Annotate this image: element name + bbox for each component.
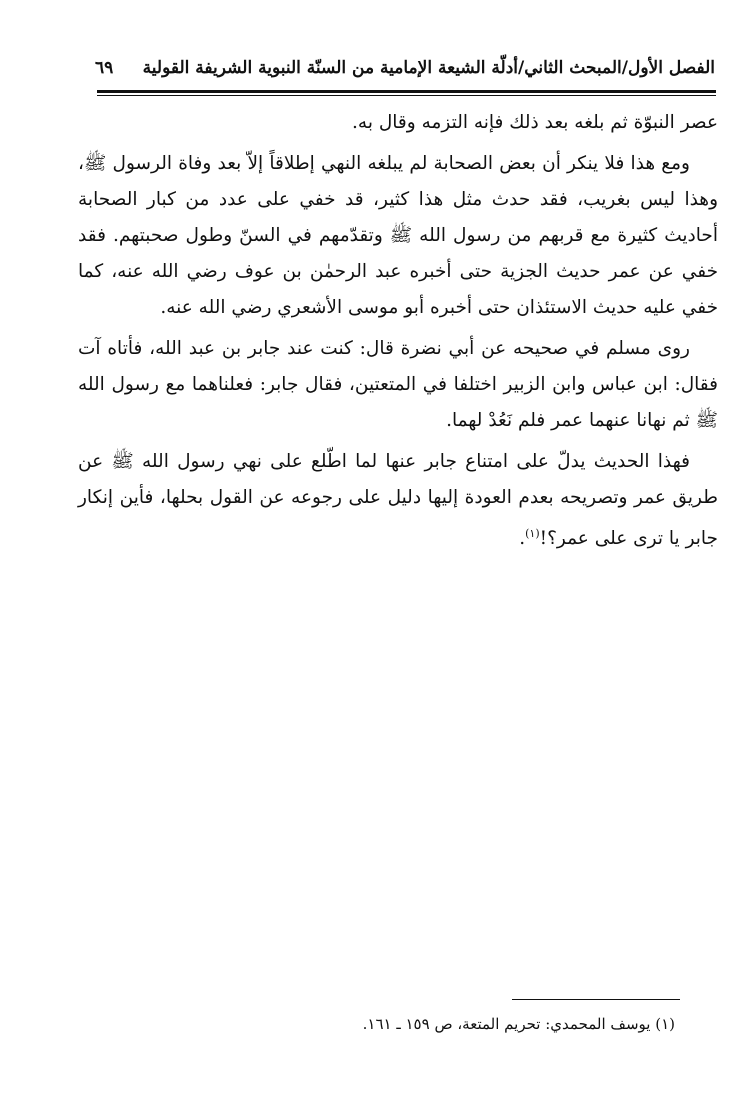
page-number: ٦٩ [95, 58, 114, 78]
body-text [78, 105, 718, 557]
footnote-separator [512, 999, 680, 1000]
footnote-reference: (١) [525, 527, 540, 540]
running-header [95, 58, 715, 86]
paragraph-muslim-narration: روى مسلم في صحيحه عن أبي نضرة قال: كنت عند جابر بن عبد الله، فأتاه آت فقال: ابن عباس وابن الزبير اختلفا في المتعتين، فقال جابر: فعلناهما مع رسول الله ﷺ ثم نهانا عنهما عمر فلم نَعُدْ لهما. [78, 338, 718, 431]
header-title: الفصل الأول/المبحث الثاني/أدلّة الشيعة الإمامية من السنّة النبوية الشريفة القولية [142, 58, 715, 78]
conclusion-end: . [519, 528, 526, 550]
header-rule-thick [97, 90, 716, 93]
conclusion-text: فهذا الحديث يدلّ على امتناع جابر عنها لما اطّلع على نهي رسول الله ﷺ عن طريق عمر وتصريحه بعدم العودة إليها دليل على رجوعه عن القول بحلها، فأين إنكار جابر يا ترى على عمر؟! [78, 451, 718, 550]
paragraph-companions: ومع هذا فلا ينكر أن بعض الصحابة لم يبلغه النهي إطلاقاً إلاّ بعد وفاة الرسول ﷺ، وهذا ليس بغريب، فقد حدث مثل هذا كثير، قد خفي على عدد من كبار الصحابة أحاديث كثيرة مع قربهم من رسول الله ﷺ وتقدّمهم في السنّ وطول صحبتهم. فقد خفي عن عمر حديث الجزية حتى أخبره عبد الرحمٰن بن عوف رضي الله عنه، كما خفي عليه حديث الاستئذان حتى أخبره أبو موسى الأشعري رضي الله عنه. [78, 153, 718, 318]
header-rule-thin [97, 95, 716, 96]
paragraph-continuation: عصر النبوّة ثم بلغه بعد ذلك فإنه التزمه وقال به. [352, 112, 718, 133]
footnote: (١) يوسف المحمدي: تحريم المتعة، ص ١٥٩ ـ ١٦١. [362, 1015, 675, 1033]
paragraph-conclusion [78, 444, 718, 557]
